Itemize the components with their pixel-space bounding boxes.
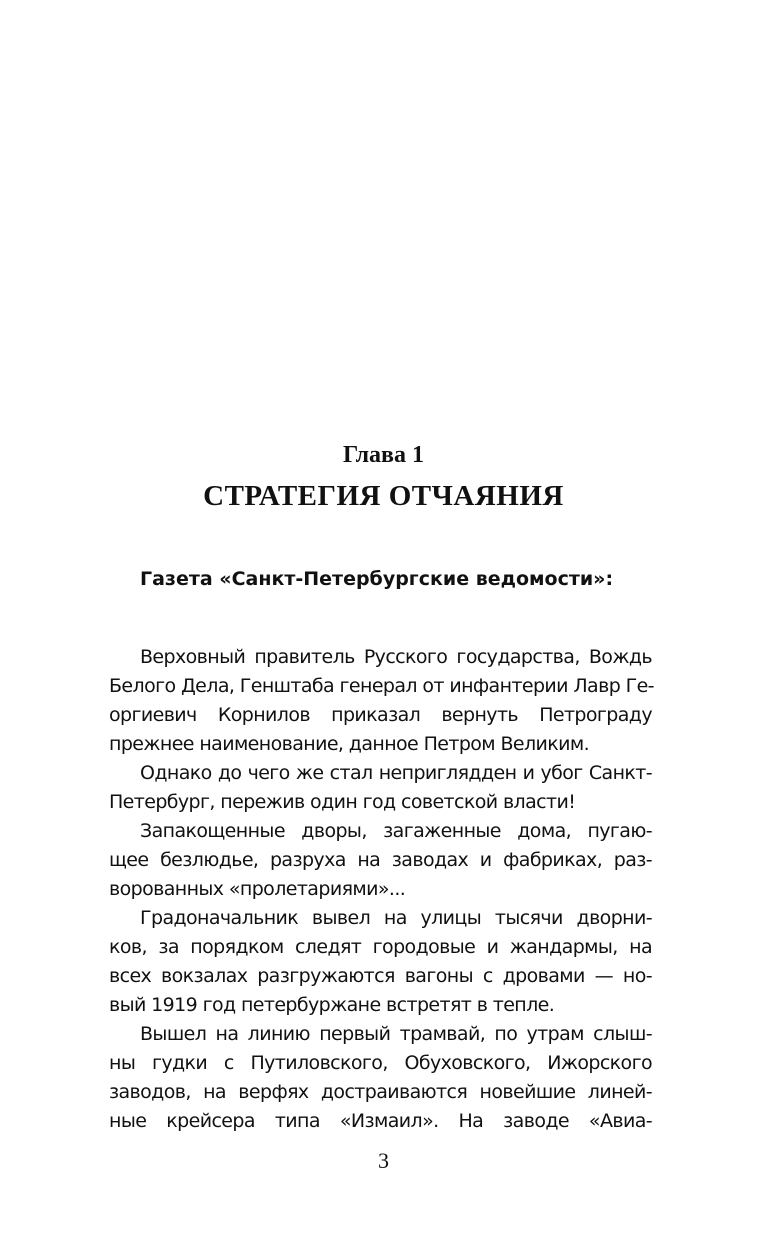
page-number: 3: [378, 1148, 389, 1173]
chapter-number: Глава 1: [343, 442, 424, 468]
paragraph: [109, 759, 652, 817]
text-line: щее безлюдье, разруха на заводах и фабриках, раз-: [109, 849, 652, 871]
text-line: Запакощенные дворы, загаженные дома, пугаю-: [140, 820, 652, 842]
text-line: всех вокзалах разгружаются вагоны с дровами — но-: [109, 965, 652, 987]
paragraph: [109, 817, 652, 904]
body-text: [109, 643, 652, 1136]
text-line: ные крейсера типа «Измаил». На заводе «Авиа-: [109, 1110, 652, 1132]
text-line: ны гудки с Путиловского, Обуховского, Ижорского: [109, 1052, 652, 1074]
text-line: Белого Дела, Генштаба генерал от инфантерии Лавр Ге-: [109, 675, 654, 697]
text-line: прежнее наименование, данное Петром Великим.: [109, 733, 590, 755]
text-line: Однако до чего же стал неприглядден и убог Санкт-: [140, 762, 652, 784]
text-line: Петербург, пережив один год советской власти!: [109, 791, 576, 813]
text-line: ков, за порядком следят городовые и жандармы, на: [109, 936, 652, 958]
text-line: заводов, на верфях достраиваются новейшие линей-: [109, 1081, 652, 1103]
paragraph: [109, 904, 652, 1020]
paragraph: [109, 1020, 652, 1136]
text-line: Верховный правитель Русского государства, Вождь: [140, 646, 652, 668]
text-line: Вышел на линию первый трамвай, по утрам слыш-: [140, 1023, 652, 1045]
chapter-title: СТРАТЕГИЯ ОТЧАЯНИЯ: [203, 480, 564, 512]
text-line: Градоначальник вывел на улицы тысячи дворни-: [140, 907, 652, 929]
text-line: оргиевич Корнилов приказал вернуть Петрограду: [109, 704, 652, 726]
paragraph: [109, 643, 652, 759]
text-line: ворованных «пролетариями»...: [109, 878, 406, 900]
text-line: вый 1919 год петербуржане встретят в тепле.: [109, 994, 555, 1016]
section-subheading: Газета «Санкт-Петербургские ведомости»:: [140, 568, 614, 590]
